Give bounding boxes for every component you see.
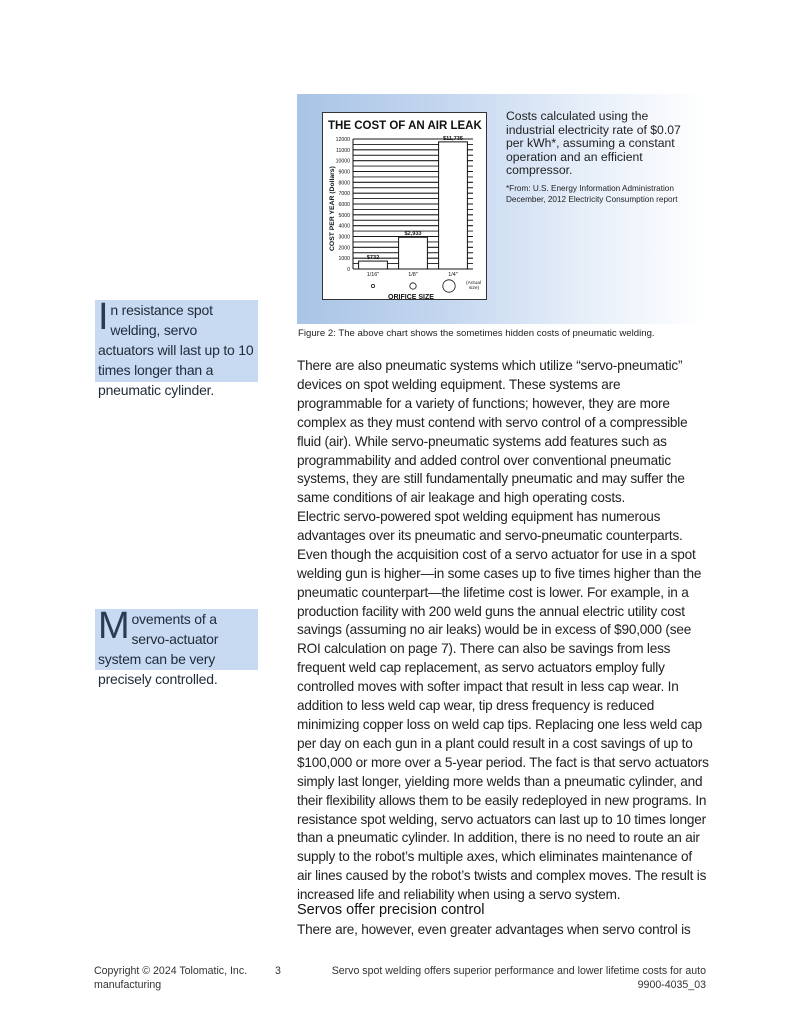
- chart-data-label: $11,735: [443, 135, 463, 142]
- chart-annotation: size): [469, 286, 480, 291]
- figure-source-note: *From: U.S. Energy Information Administration December, 2012 Electricity Consumption report: [506, 184, 678, 204]
- chart-y-axis-label: COST PER YEAR (Dollars): [329, 166, 336, 251]
- pull-quote-initial: I: [98, 296, 109, 338]
- pull-quote-initial: M: [98, 605, 130, 647]
- paragraph-text: There are, however, even greater advantages when servo control is: [297, 922, 691, 937]
- chart-y-tick-label: 1000: [338, 256, 350, 263]
- footer-doc-title: Servo spot welding offers superior performance and lower lifetime costs for auto: [331, 965, 706, 977]
- chart-bar: [399, 237, 428, 269]
- section-heading: Servos offer precision control: [297, 902, 485, 918]
- chart-data-label: $2,933: [404, 231, 422, 238]
- chart-y-tick-label: 7000: [338, 191, 350, 198]
- footer-doc-id: 9900-4035_03: [637, 979, 706, 991]
- chart-bar: [439, 142, 468, 269]
- chart-y-tick-label: 10000: [335, 158, 350, 165]
- chart-bar: [359, 261, 388, 269]
- body-paragraph: [297, 508, 709, 905]
- pull-quote-text: ovements of a servo-actuator system can be very precisely controlled.: [98, 611, 219, 687]
- body-paragraph: [297, 357, 709, 508]
- figure-side-note: Costs calculated using the industrial electricity rate of $0.07 per kWh*, assuming a constant operation and an efficient compressor.: [506, 109, 681, 177]
- chart-data-label: $732: [366, 255, 380, 262]
- footer-page-number: 3: [275, 965, 281, 977]
- body-paragraph: [297, 921, 709, 940]
- paragraph-text: There are also pneumatic systems which utilize “servo-pneumatic” devices on spot welding equipment. These systems are programmable for a variety of functions; however, they are more complex as they must contend with servo control of a compressible fluid (air). While servo-pneumatic systems add features such as programmability and added control over conventional pneumatic systems, they are still fundamentally pneumatic and may suffer the same conditions of air leakage and high operating costs.: [297, 358, 688, 506]
- chart-y-tick-label: 4000: [338, 223, 350, 230]
- chart-title: THE COST OF AN AIR LEAK: [328, 120, 482, 132]
- air-leak-chart: [322, 112, 487, 300]
- orifice-size-circle: [410, 283, 416, 289]
- chart-x-tick-label: 1/4": [448, 272, 458, 278]
- chart-x-tick-label: 1/8": [408, 272, 418, 278]
- pull-quote-lifetime: [95, 296, 258, 398]
- chart-y-tick-label: 2000: [338, 245, 350, 252]
- chart-y-tick-label: 8000: [338, 180, 350, 187]
- footer-copyright: Copyright © 2024 Tolomatic, Inc. manufacturing: [94, 965, 248, 991]
- chart-y-tick-label: 12000: [335, 137, 350, 143]
- paragraph-text: Electric servo-powered spot welding equipment has numerous advantages over its pneumatic and servo-pneumatic counterparts. Even though the acquisition cost of a servo actuator for use in a spot welding gun is higher—in some cases up to five times higher than the pneumatic counterpart—the lifetime cost is lower. For example, in a production facility with 200 weld guns the annual electric utility cost savings (assuming no air leaks) would be in excess of $90,000 (see ROI calculation on page 7). There can also be savings from less frequent weld cap replacement, as servo actuators employ fully controlled moves with softer impact that result in less cap wear. In addition to less weld cap wear, tip dress frequency is reduced minimizing copper loss on weld cap tips. Replacing one less weld cap per day on each gun in a plant could result in a cost savings of up to $100,000 or more over a 5-year period. The fact is that servo actuators simply last longer, yielding more welds than a pneumatic cylinder, and their flexibility allows them to be easily redeployed in new programs. In resistance spot welding, servo actuators can last up to 10 times longer than a pneumatic cylinder. In addition, there is no need to route an air supply to the robot’s multiple axes, which eliminates maintenance of air lines caused by the robot’s twists and complex moves. The result is increased life and reliability when using a servo system.: [297, 509, 709, 903]
- chart-x-tick-label: 1/16": [366, 272, 380, 278]
- chart-y-tick-label: 6000: [338, 202, 350, 208]
- pull-quote-precision: [95, 605, 258, 687]
- orifice-size-circle: [371, 284, 374, 287]
- footer-title: [330, 964, 706, 992]
- figure-caption: Figure 2: The above chart shows the sometimes hidden costs of pneumatic welding.: [298, 328, 655, 339]
- chart-y-tick-label: 11000: [335, 147, 350, 154]
- chart-y-tick-label: 3000: [338, 234, 350, 241]
- chart-annotation: (Actual: [466, 281, 481, 286]
- chart-y-tick-label: 9000: [338, 169, 350, 176]
- pull-quote-text: n resistance spot welding, servo actuators will last up to 10 times longer than a pneumatic cylinder.: [98, 302, 254, 398]
- orifice-size-circle: [443, 280, 455, 292]
- chart-x-axis-label: ORIFICE SIZE: [388, 294, 434, 301]
- chart-y-tick-label: 0: [347, 267, 350, 273]
- chart-y-tick-label: 5000: [338, 212, 350, 219]
- chart-canvas: [323, 113, 488, 301]
